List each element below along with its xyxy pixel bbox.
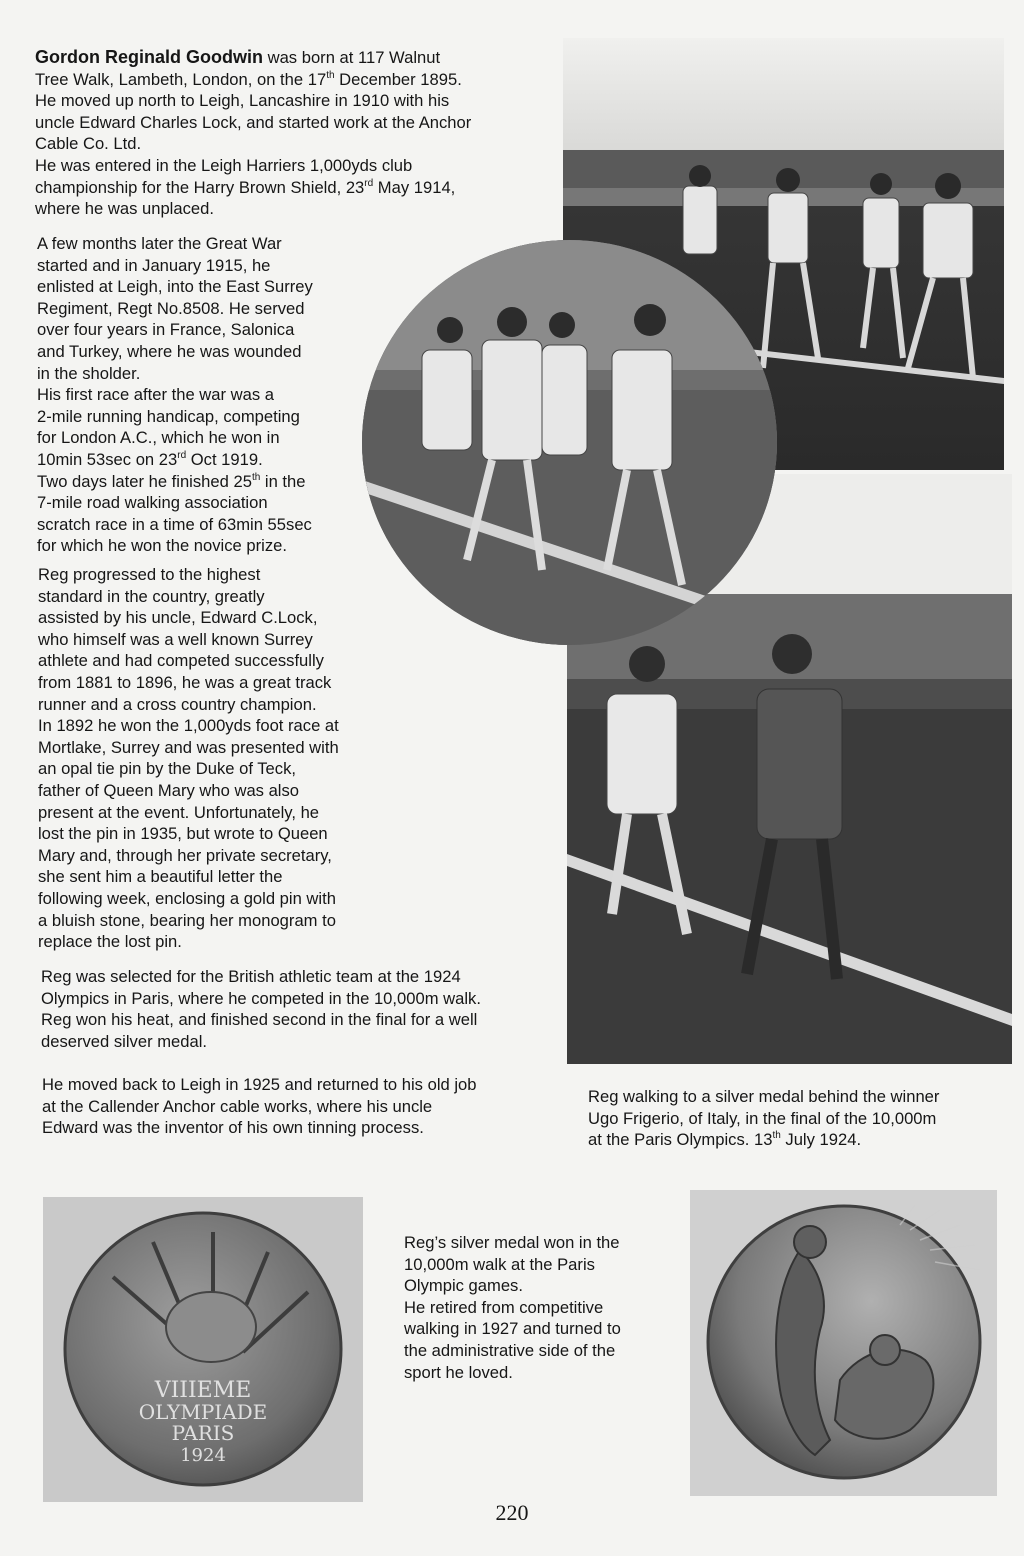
intro-paragraph xyxy=(35,47,471,220)
olympics-line: Reg won his heat, and finished second in the final for a well xyxy=(41,1010,478,1030)
uncle-line: present at the event. Unfortunately, he xyxy=(38,802,320,822)
subject-name: Gordon Reginald Goodwin xyxy=(35,47,263,67)
uncle-line: runner and a cross country champion. xyxy=(38,694,317,714)
medal-text-line: the administrative side of the xyxy=(404,1340,616,1360)
intro-line: He was entered in the Leigh Harriers 1,000yds club xyxy=(35,155,413,175)
intro-line: uncle Edward Charles Lock, and started work at the Anchor xyxy=(35,112,472,132)
intro-line: was born at 117 Walnut xyxy=(262,48,441,67)
war-line: in the sholder. xyxy=(37,363,141,383)
uncle-line: an opal tie pin by the Duke of Teck, xyxy=(38,759,296,779)
war-line: enlisted at Leigh, into the East Surrey xyxy=(37,277,313,297)
intro-line: He moved up north to Leigh, Lancashire in 1910 with his xyxy=(35,91,450,111)
uncle-line: who himself was a well known Surrey xyxy=(38,629,313,649)
uncle-line: replace the lost pin. xyxy=(38,932,182,952)
uncle-line: standard in the country, greatly xyxy=(38,586,265,606)
caption-line: at the Paris Olympics. 13 xyxy=(588,1130,773,1150)
war-line: 2-mile running handicap, competing xyxy=(37,406,300,426)
uncle-line: from 1881 to 1896, he was a great track xyxy=(38,672,332,692)
war-line: over four years in France, Salonica xyxy=(37,320,295,340)
ordinal-suffix: rd xyxy=(364,177,374,189)
war-line: 10min 53sec on 23 xyxy=(37,449,178,469)
return-line: Edward was the inventor of his own tinning process. xyxy=(42,1118,424,1138)
uncle-paragraph xyxy=(38,564,339,953)
war-line: in the xyxy=(260,471,306,491)
olympics-line: deserved silver medal. xyxy=(41,1031,208,1051)
photo-caption xyxy=(588,1086,939,1151)
intro-line: May 1914, xyxy=(373,177,456,197)
return-line: He moved back to Leigh in 1925 and returned to his old job xyxy=(42,1075,477,1094)
olympics-line: Olympics in Paris, where he competed in the 10,000m walk. xyxy=(41,988,481,1008)
uncle-line: she sent him a beautiful letter the xyxy=(38,867,283,887)
war-line: and Turkey, where he was wounded xyxy=(37,341,302,361)
uncle-line: a bluish stone, bearing her monogram to xyxy=(38,910,336,930)
intro-line: Cable Co. Ltd. xyxy=(35,134,142,154)
uncle-line: Mary and, through her private secretary, xyxy=(38,845,332,865)
medal-text-line: He retired from competitive xyxy=(404,1297,604,1317)
intro-line: Tree Walk, Lambeth, London, on the 17 xyxy=(35,69,327,89)
olympics-paragraph xyxy=(41,966,481,1052)
ordinal-suffix: th xyxy=(772,1130,781,1142)
war-line: for which he won the novice prize. xyxy=(37,536,287,556)
uncle-line: athlete and had competed successfully xyxy=(38,651,324,671)
page-number: 220 xyxy=(495,1500,529,1525)
intro-line: December 1895. xyxy=(334,69,462,89)
war-line: Two days later he finished 25 xyxy=(37,471,252,491)
olympics-line: Reg was selected for the British athletic team at the 1924 xyxy=(41,967,461,986)
medal-text-line: sport he loved. xyxy=(404,1362,513,1382)
uncle-line: father of Queen Mary who was also xyxy=(38,780,300,800)
medal-text-line: Reg’s silver medal won in the xyxy=(404,1233,620,1252)
uncle-line: following week, enclosing a gold pin with xyxy=(38,888,336,908)
war-line: His first race after the war was a xyxy=(37,385,274,405)
ordinal-suffix: th xyxy=(251,471,261,483)
medal-front-image xyxy=(43,1197,363,1502)
uncle-line: assisted by his uncle, Edward C.Lock, xyxy=(38,608,318,628)
svg-text:1924: 1924 xyxy=(180,1445,226,1466)
war-line: started and in January 1915, he xyxy=(37,255,271,275)
war-line: scratch race in a time of 63min 55sec xyxy=(37,514,312,534)
war-paragraph xyxy=(37,233,313,557)
caption-line: Reg walking to a silver medal behind the winner xyxy=(588,1087,940,1106)
uncle-line: lost the pin in 1935, but wrote to Queen xyxy=(38,824,328,844)
war-line: Regiment, Regt No.8508. He served xyxy=(37,298,305,318)
return-paragraph xyxy=(42,1074,477,1139)
ordinal-suffix: th xyxy=(326,69,335,81)
svg-text:OLYMPIADE: OLYMPIADE xyxy=(138,1400,268,1424)
war-line: 7-mile road walking association xyxy=(37,493,268,513)
medal-text-line: Olympic games. xyxy=(404,1276,523,1296)
ordinal-suffix: rd xyxy=(177,449,187,461)
uncle-line: Reg progressed to the highest xyxy=(38,565,261,584)
caption-line: Ugo Frigerio, of Italy, in the final of the 10,000m xyxy=(588,1108,937,1128)
war-line: for London A.C., which he won in xyxy=(37,428,280,448)
intro-line: championship for the Harry Brown Shield, 23 xyxy=(35,177,365,197)
medal-description xyxy=(404,1232,621,1383)
war-line: A few months later the Great War xyxy=(37,234,282,253)
svg-text:PARIS: PARIS xyxy=(171,1421,235,1445)
war-line: Oct 1919. xyxy=(186,449,263,469)
caption-line: July 1924. xyxy=(780,1130,862,1150)
medal-text-line: 10,000m walk at the Paris xyxy=(404,1254,595,1274)
medal-text-line: walking in 1927 and turned to xyxy=(404,1319,621,1339)
uncle-line: Mortlake, Surrey and was presented with xyxy=(38,737,339,757)
return-line: at the Callender Anchor cable works, where his uncle xyxy=(42,1096,433,1116)
svg-text:VIIIEME: VIIIEME xyxy=(154,1378,252,1403)
medal-back-image xyxy=(690,1190,997,1496)
race-photo-circle xyxy=(362,240,777,645)
uncle-line: In 1892 he won the 1,000yds foot race at xyxy=(38,716,339,736)
intro-line: where he was unplaced. xyxy=(35,199,214,219)
